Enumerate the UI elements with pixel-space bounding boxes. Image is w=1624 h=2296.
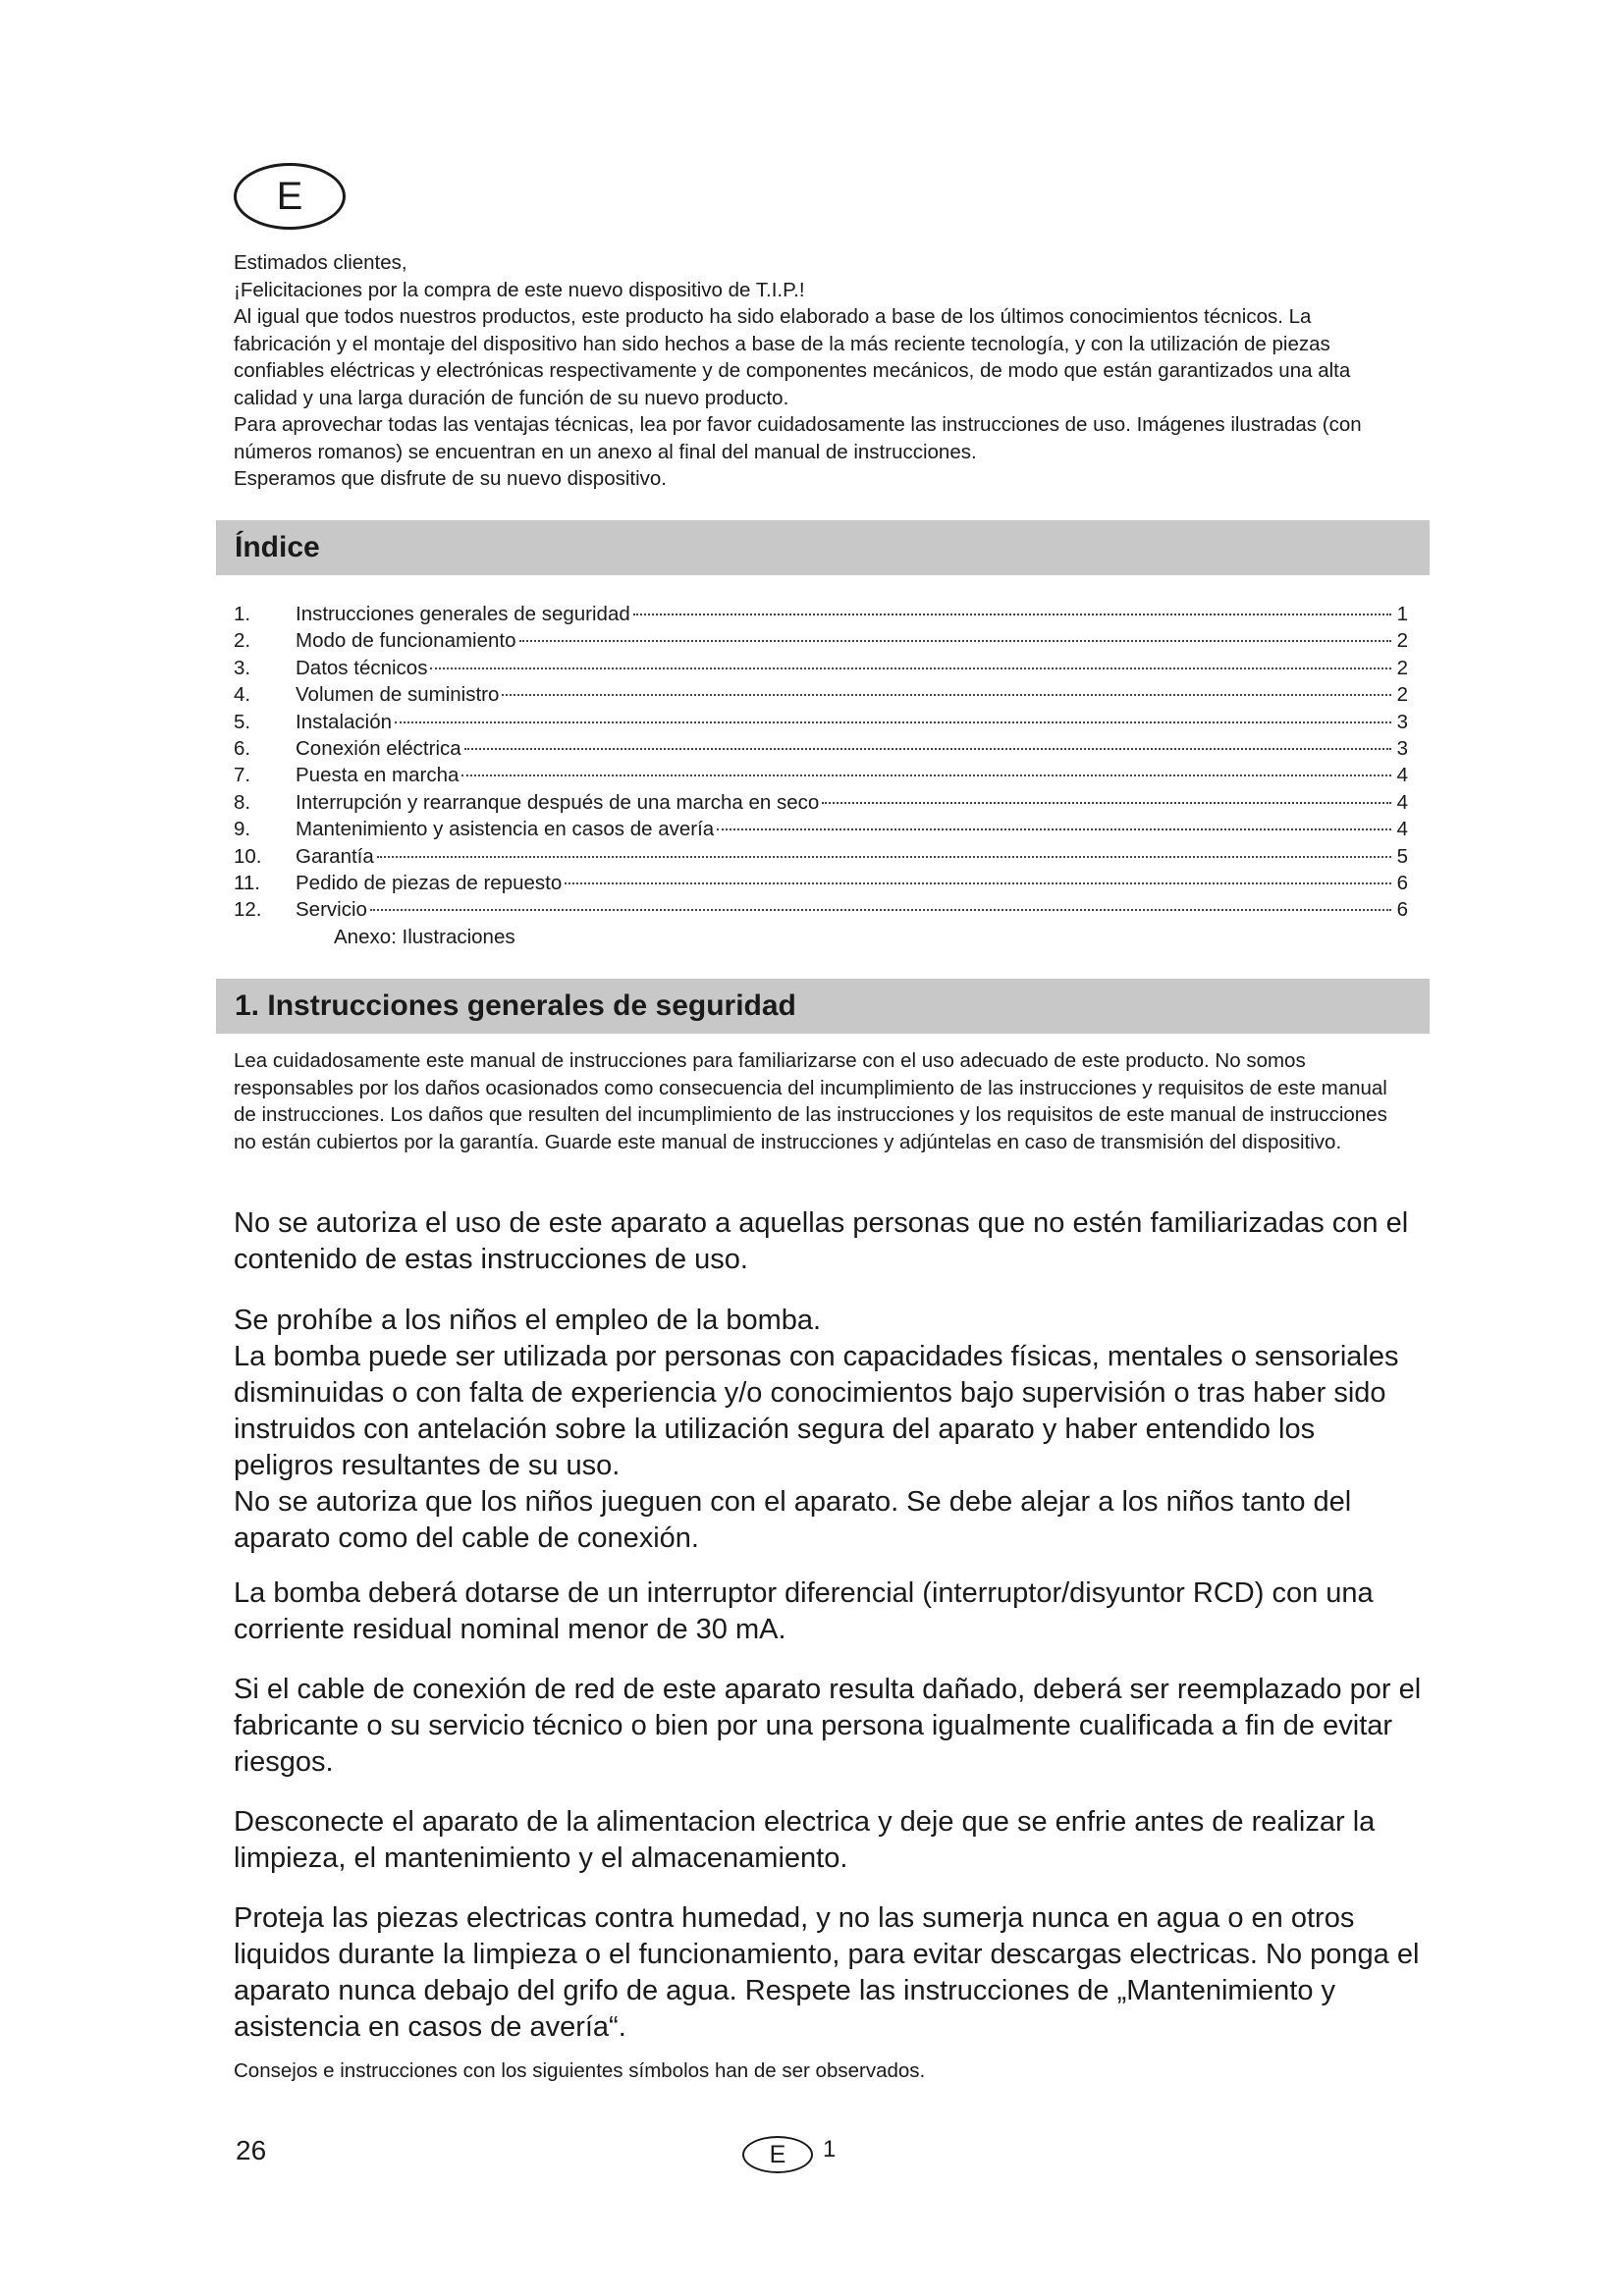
toc-item-page: 6 bbox=[1396, 871, 1408, 894]
language-badge-letter: E bbox=[276, 174, 303, 218]
toc-item-page: 4 bbox=[1396, 818, 1408, 841]
toc-heading-bar bbox=[216, 520, 1430, 575]
toc-item-number: 5. bbox=[234, 710, 251, 733]
safety-paragraph-moisture: Proteja las piezas electricas contra humedad, y no las sumerja nunca en agua o en otros liquidos durante la limpieza o el funcionamiento, para evitar descargas electricas. No ponga el aparato nunca debajo del grifo de agua. Respete las instrucciones de „Mantenimiento y asistencia en casos de avería“. bbox=[234, 1902, 1420, 2043]
toc-leader bbox=[717, 828, 1391, 830]
toc-item-number: 8. bbox=[234, 790, 251, 814]
toc-leader bbox=[633, 614, 1391, 615]
toc-leader bbox=[502, 694, 1391, 696]
toc-item-title: Servicio bbox=[296, 898, 367, 922]
toc-item[interactable] bbox=[234, 898, 1408, 925]
toc-item[interactable] bbox=[234, 818, 1408, 844]
intro-text bbox=[234, 249, 1412, 493]
safety-paragraph-cable: Si el cable de conexión de red de este aparato resulta dañado, deberá ser reemplazado por el fabricante o su servicio técnico o bien por una persona igualmente cualificada a fin de evitar riesgos. bbox=[234, 1674, 1422, 1778]
toc-item-title: Interrupción y rearranque después de una marcha en seco bbox=[296, 790, 820, 814]
toc-item-title: Datos técnicos bbox=[296, 656, 428, 679]
toc-leader bbox=[395, 721, 1391, 723]
toc-item[interactable] bbox=[234, 791, 1408, 818]
toc-leader bbox=[461, 774, 1391, 776]
toc-item-page: 2 bbox=[1396, 683, 1408, 707]
toc-item-page: 4 bbox=[1396, 790, 1408, 814]
toc-item-title: Pedido de piezas de repuesto bbox=[296, 871, 563, 894]
toc-item-title: Instalación bbox=[296, 710, 393, 733]
footer-section-page: 1 bbox=[823, 2136, 837, 2163]
toc-item-title: Garantía bbox=[296, 844, 374, 868]
toc-item-number: 3. bbox=[234, 656, 251, 679]
toc-leader bbox=[565, 882, 1391, 884]
toc-annex[interactable]: Anexo: Ilustraciones bbox=[334, 925, 515, 948]
section-1-heading: 1. Instrucciones generales de seguridad bbox=[235, 989, 796, 1022]
toc-item[interactable] bbox=[234, 845, 1408, 872]
safety-paragraph-children bbox=[234, 1303, 1422, 1557]
toc-leader bbox=[430, 667, 1391, 669]
toc-leader bbox=[822, 802, 1391, 804]
page-number: 26 bbox=[236, 2135, 267, 2165]
toc-item-number: 11. bbox=[234, 871, 260, 894]
safety-children-line-1: Se prohíbe a los niños el empleo de la bomba. bbox=[234, 1305, 822, 1336]
toc-item-number: 4. bbox=[234, 683, 251, 707]
section-1-heading-bar bbox=[216, 979, 1430, 1034]
toc-leader bbox=[519, 640, 1391, 642]
toc-item-page: 5 bbox=[1396, 844, 1408, 868]
toc-heading: Índice bbox=[235, 531, 320, 563]
toc-item-page: 2 bbox=[1396, 656, 1408, 679]
intro-greeting: Estimados clientes, bbox=[234, 251, 407, 274]
intro-paragraph-1: Al igual que todos nuestros productos, este producto ha sido elaborado a base de los últimos conocimientos técnicos. La fabricación y el montaje del dispositivo han sido hechos a base de la más reciente tecnología, y con la utilización de piezas confiables eléctricas y electrónicas respectivamente y de componentes mecánicos, de modo que están garantizados una alta calidad y una larga duración de función de su nuevo producto. bbox=[234, 305, 1351, 409]
toc-item-title: Mantenimiento y asistencia en casos de avería bbox=[296, 818, 715, 841]
toc-item-page: 4 bbox=[1396, 764, 1408, 787]
toc-item[interactable] bbox=[234, 764, 1408, 790]
toc-item-number: 10. bbox=[234, 844, 262, 868]
toc-item-title: Puesta en marcha bbox=[296, 764, 460, 787]
language-badge bbox=[234, 163, 346, 230]
footer-badge-letter: E bbox=[769, 2140, 786, 2168]
toc-item-number: 2. bbox=[234, 629, 251, 653]
table-of-contents bbox=[234, 603, 1408, 953]
toc-leader bbox=[370, 909, 1391, 911]
toc-item[interactable] bbox=[234, 872, 1408, 898]
toc-leader bbox=[377, 856, 1391, 858]
toc-item-number: 1. bbox=[234, 603, 251, 625]
toc-item[interactable] bbox=[234, 629, 1408, 656]
toc-item-page: 3 bbox=[1396, 736, 1408, 760]
toc-item-title: Modo de funcionamiento bbox=[296, 629, 516, 653]
toc-item-number: 12. bbox=[234, 898, 262, 922]
toc-leader bbox=[464, 748, 1391, 750]
safety-paragraph-rcd: La bomba deberá dotarse de un interruptor diferencial (interruptor/disyuntor RCD) con una corriente residual nominal menor de 30 mA. bbox=[234, 1577, 1374, 1645]
toc-item-number: 6. bbox=[234, 736, 251, 760]
safety-paragraph-authorization: No se autoriza el uso de este aparato a aquellas personas que no estén familiarizadas con el contenido de estas instrucciones de uso. bbox=[234, 1207, 1409, 1275]
safety-children-line-3: No se autoriza que los niños jueguen con el aparato. Se debe alejar a los niños tanto del aparato como del cable de conexión. bbox=[234, 1486, 1352, 1554]
toc-item[interactable] bbox=[234, 657, 1408, 683]
toc-item-page: 6 bbox=[1396, 898, 1408, 922]
section-1-intro: Lea cuidadosamente este manual de instrucciones para familiarizarse con el uso adecuado de este producto. No somos responsables por los daños ocasionados como consecuencia del incumplimiento de las instrucciones y requisitos de este manual de instrucciones. Los daños que resulten del incumplimiento de las instrucciones y los requisitos de este manual de instrucciones no están cubiertos por la garantía. Guarde este manual de instrucciones y adjúntelas en caso de transmisión del dispositivo. bbox=[234, 1049, 1387, 1153]
toc-item-page: 2 bbox=[1396, 629, 1408, 653]
symbols-note: Consejos e instrucciones con los siguientes símbolos han de ser observados. bbox=[234, 2059, 926, 2082]
toc-item[interactable] bbox=[234, 603, 1408, 629]
toc-item[interactable] bbox=[234, 737, 1408, 764]
toc-item-title: Instrucciones generales de seguridad bbox=[296, 603, 630, 625]
footer-language-badge bbox=[742, 2136, 813, 2173]
toc-item-title: Volumen de suministro bbox=[296, 683, 500, 707]
toc-item-number: 9. bbox=[234, 818, 251, 841]
safety-paragraph-disconnect: Desconecte el aparato de la alimentacion electrica y deje que se enfrie antes de realizar la limpieza, el mantenimiento y el almacenamiento. bbox=[234, 1806, 1376, 1874]
toc-item-title: Conexión eléctrica bbox=[296, 736, 461, 760]
toc-item[interactable] bbox=[234, 711, 1408, 737]
toc-item-page: 3 bbox=[1396, 710, 1408, 733]
toc-item[interactable] bbox=[234, 683, 1408, 710]
toc-item-number: 7. bbox=[234, 764, 251, 787]
intro-paragraph-2: Para aprovechar todas las ventajas técnicas, lea por favor cuidadosamente las instrucciones de uso. Imágenes ilustradas (con números romanos) se encuentran en un anexo al final del manual de instrucciones. bbox=[234, 413, 1362, 463]
toc-item-page: 1 bbox=[1396, 603, 1408, 625]
safety-children-line-2: La bomba puede ser utilizada por personas con capacidades físicas, mentales o sensoriales disminuidas o con falta de experiencia y/o conocimientos bajo supervisión o tras haber sido instruidos con antelación sobre la utilización segura del aparato y haber entendido los peligros resultantes de su uso. bbox=[234, 1341, 1399, 1481]
intro-congrats: ¡Felicitaciones por la compra de este nuevo dispositivo de T.I.P.! bbox=[234, 278, 805, 301]
intro-closing: Esperamos que disfrute de su nuevo dispositivo. bbox=[234, 467, 668, 490]
